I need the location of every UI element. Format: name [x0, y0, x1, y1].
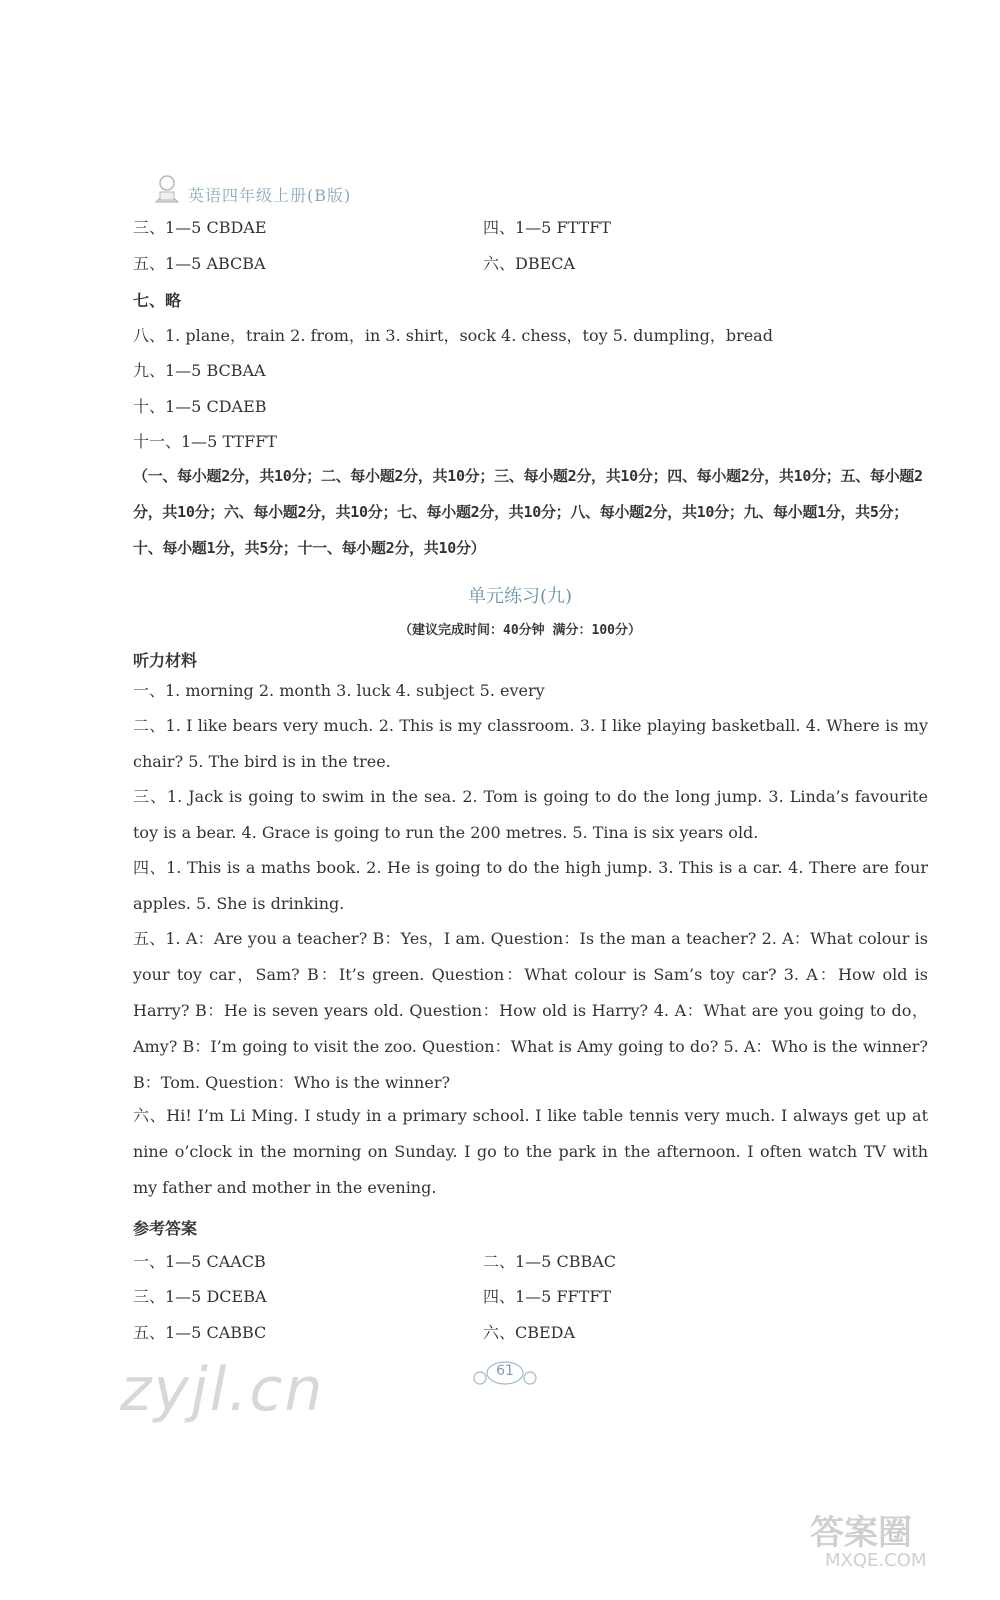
listening-item: 三、1. Jack is going to swim in the sea. 2. Tom is going to do the long jump. 3. Linda’s favourite toy is a bear. 4. Grace is going to run the 200 metres. 5. Tina is six years old.	[133, 787, 928, 842]
listening-item: 六、Hi! I’m Li Ming. I study in a primary school. I like table tennis very much. I always get up at nine o’clock in the morning on Sunday. I go to the park in the afternoon. I often watch TV with my father and mother in the evening.	[133, 1106, 928, 1197]
listening-item: 二、1. I like bears very much. 2. This is my classroom. 3. I like playing basketball. 4. Where is my chair? 5. The bird is in the tree.	[133, 716, 928, 771]
answer-8: 八、1. plane，train 2. from，in 3. shirt，sock 4. chess，toy 5. dumpling，bread	[133, 326, 773, 345]
page-number-badge	[470, 1360, 540, 1386]
answer-4: 四、1—5 FFTFT	[483, 1287, 612, 1306]
answer-7: 七、略	[133, 291, 182, 310]
answer-6: 六、DBECA	[483, 254, 576, 273]
corner-watermark-url: MXQE.COM	[825, 1550, 927, 1571]
answer-row	[133, 215, 611, 238]
book-title: 英语四年级上册(B版)	[188, 186, 352, 205]
answers-heading: 参考答案	[133, 1219, 198, 1238]
answer-2: 二、1—5 CBBAC	[483, 1252, 617, 1271]
answer-3: 三、1—5 DCEBA	[133, 1287, 267, 1306]
unit-subtitle: （建议完成时间：40分钟 满分：100分）	[399, 623, 641, 638]
listening-item: 四、1. This is a maths book. 2. He is going to do the high jump. 3. This is a car. 4. There are four apples. 5. She is drinking.	[133, 858, 928, 913]
answer-10: 十、1—5 CDAEB	[133, 397, 267, 416]
listening-heading: 听力材料	[133, 651, 198, 670]
answer-3: 三、1—5 CBDAE	[133, 218, 267, 237]
listening-item: 五、1. A：Are you a teacher? B：Yes，I am. Question：Is the man a teacher? 2. A：What colour is your toy car，Sam? B：It’s green. Question：What colour is Sam’s toy car? 3. A：How old is Harry? B：He is seven years old. Question：How old is Harry? 4. A：What are you going to do，Amy? B：I’m going to visit the zoo. Question：What is Amy going to do? 5. A：Who is the winner? B：Tom. Question：Who is the winner?	[133, 929, 928, 1092]
answer-11: 十一、1—5 TTFFT	[133, 432, 277, 451]
answer-9: 九、1—5 BCBAA	[133, 361, 266, 380]
unit-title: 单元练习(九)	[467, 586, 573, 607]
answer-5: 五、1—5 ABCBA	[133, 254, 266, 273]
answer-row	[133, 1320, 576, 1343]
answer-1: 一、1—5 CAACB	[133, 1252, 266, 1271]
answer-6: 六、CBEDA	[483, 1323, 576, 1342]
page-header	[150, 172, 351, 206]
listening-item: 一、1. morning 2. month 3. luck 4. subject 5. every	[133, 681, 545, 700]
page-number: 61	[496, 1363, 514, 1379]
answer-row	[133, 251, 576, 274]
reading-child-icon	[150, 172, 184, 206]
corner-watermark: 答案圈	[810, 1513, 912, 1553]
answer-5: 五、1—5 CABBC	[133, 1323, 267, 1342]
answer-row	[133, 1249, 617, 1272]
answer-row	[133, 1284, 612, 1307]
score-note: （一、每小题2分，共10分；二、每小题2分，共10分；三、每小题2分，共10分；四、每小题2分，共10分；五、每小题2分，共10分；六、每小题2分，共10分；七、每小题2分，共10分；八、每小题2分，共10分；九、每小题1分，共5分；十、每小题1分，共5分；十一、每小题2分，共10分）	[133, 467, 923, 557]
answer-4: 四、1—5 FTTFT	[483, 218, 611, 237]
watermark: zyjl.cn	[120, 1355, 325, 1425]
